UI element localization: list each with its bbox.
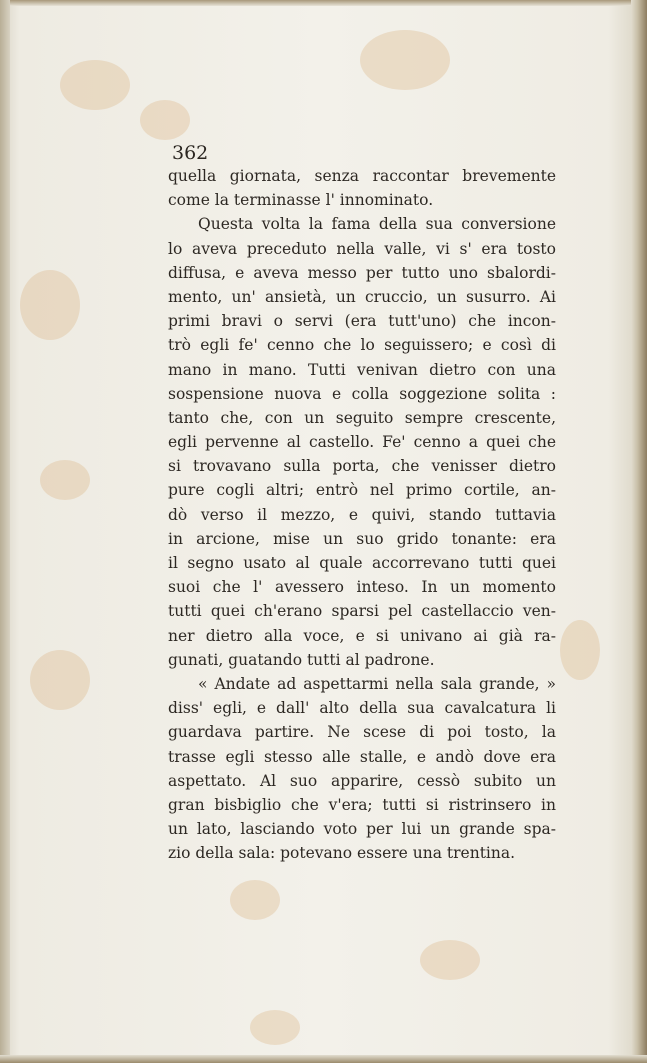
text-line: in arcione, mise un suo grido tonante: era <box>168 529 556 548</box>
text-line: egli pervenne al castello. Fe' cenno a quei che <box>168 433 556 452</box>
left-page-edge <box>0 0 10 1063</box>
foxing-stain <box>60 60 130 110</box>
foxing-stain <box>20 270 80 340</box>
text-line: trasse egli stesso alle stalle, e andò dove era <box>168 747 556 766</box>
text-line: quella giornata, senza raccontar brevemente <box>168 167 556 185</box>
text-line: Questa volta la fama della sua conversione <box>198 215 556 234</box>
foxing-stain <box>40 460 90 500</box>
bottom-page-edge <box>0 1055 647 1063</box>
text-line: guardava partire. Ne scese di poi tosto, la <box>168 723 556 742</box>
text-line: diffusa, e aveva messo per tutto uno sbalordi- <box>168 263 556 282</box>
text-body <box>168 164 556 865</box>
text-line: « Andate ad aspettarmi nella sala grande, » <box>198 674 556 693</box>
text-line: come la terminasse l' innominato. <box>168 191 434 210</box>
text-line: zio della sala: potevano essere una trentina. <box>168 844 516 863</box>
text-line: suoi che l' avessero inteso. In un momento <box>168 578 556 597</box>
foxing-stain <box>230 880 280 920</box>
text-line: tanto che, con un seguito sempre crescente, <box>168 408 556 427</box>
right-page-edge <box>631 0 647 1063</box>
page-number: 362 <box>172 142 209 164</box>
text-line: dò verso il mezzo, e quivi, stando tuttavia <box>168 505 556 524</box>
text-line: diss' egli, e dall' alto della sua cavalcatura li <box>168 699 556 718</box>
text-line: sospensione nuova e colla soggezione solita : <box>168 384 556 403</box>
text-line: aspettato. Al suo apparire, cessò subito un <box>168 771 556 790</box>
foxing-stain <box>140 100 190 140</box>
foxing-stain <box>560 620 600 680</box>
foxing-stain <box>360 30 450 90</box>
text-line: pure cogli altri; entrò nel primo cortile, an- <box>168 481 556 500</box>
text-line: un lato, lasciando voto per lui un grande spa- <box>168 820 556 839</box>
text-line: gunati, guatando tutti al padrone. <box>168 650 435 669</box>
foxing-stain <box>30 650 90 710</box>
foxing-stain <box>250 1010 300 1045</box>
text-line: mento, un' ansietà, un cruccio, un susurro. Ai <box>168 287 556 306</box>
text-line: ner dietro alla voce, e si univano ai già ra- <box>168 626 556 645</box>
text-line: trò egli fe' cenno che lo seguissero; e così di <box>168 336 556 355</box>
text-line: tutti quei ch'erano sparsi pel castellaccio ven- <box>168 602 556 621</box>
text-line: il segno usato al quale accorrevano tutti quei <box>168 554 556 572</box>
foxing-stain <box>420 940 480 980</box>
text-line: primi bravi o servi (era tutt'uno) che incon- <box>168 312 556 331</box>
text-line: si trovavano sulla porta, che venisser dietro <box>168 457 556 476</box>
text-line: gran bisbiglio che v'era; tutti si ristrinsero in <box>168 795 556 814</box>
top-page-edge <box>0 0 647 6</box>
text-line: lo aveva preceduto nella valle, vi s' era tosto <box>168 239 556 258</box>
text-line: mano in mano. Tutti venivan dietro con una <box>168 360 556 379</box>
